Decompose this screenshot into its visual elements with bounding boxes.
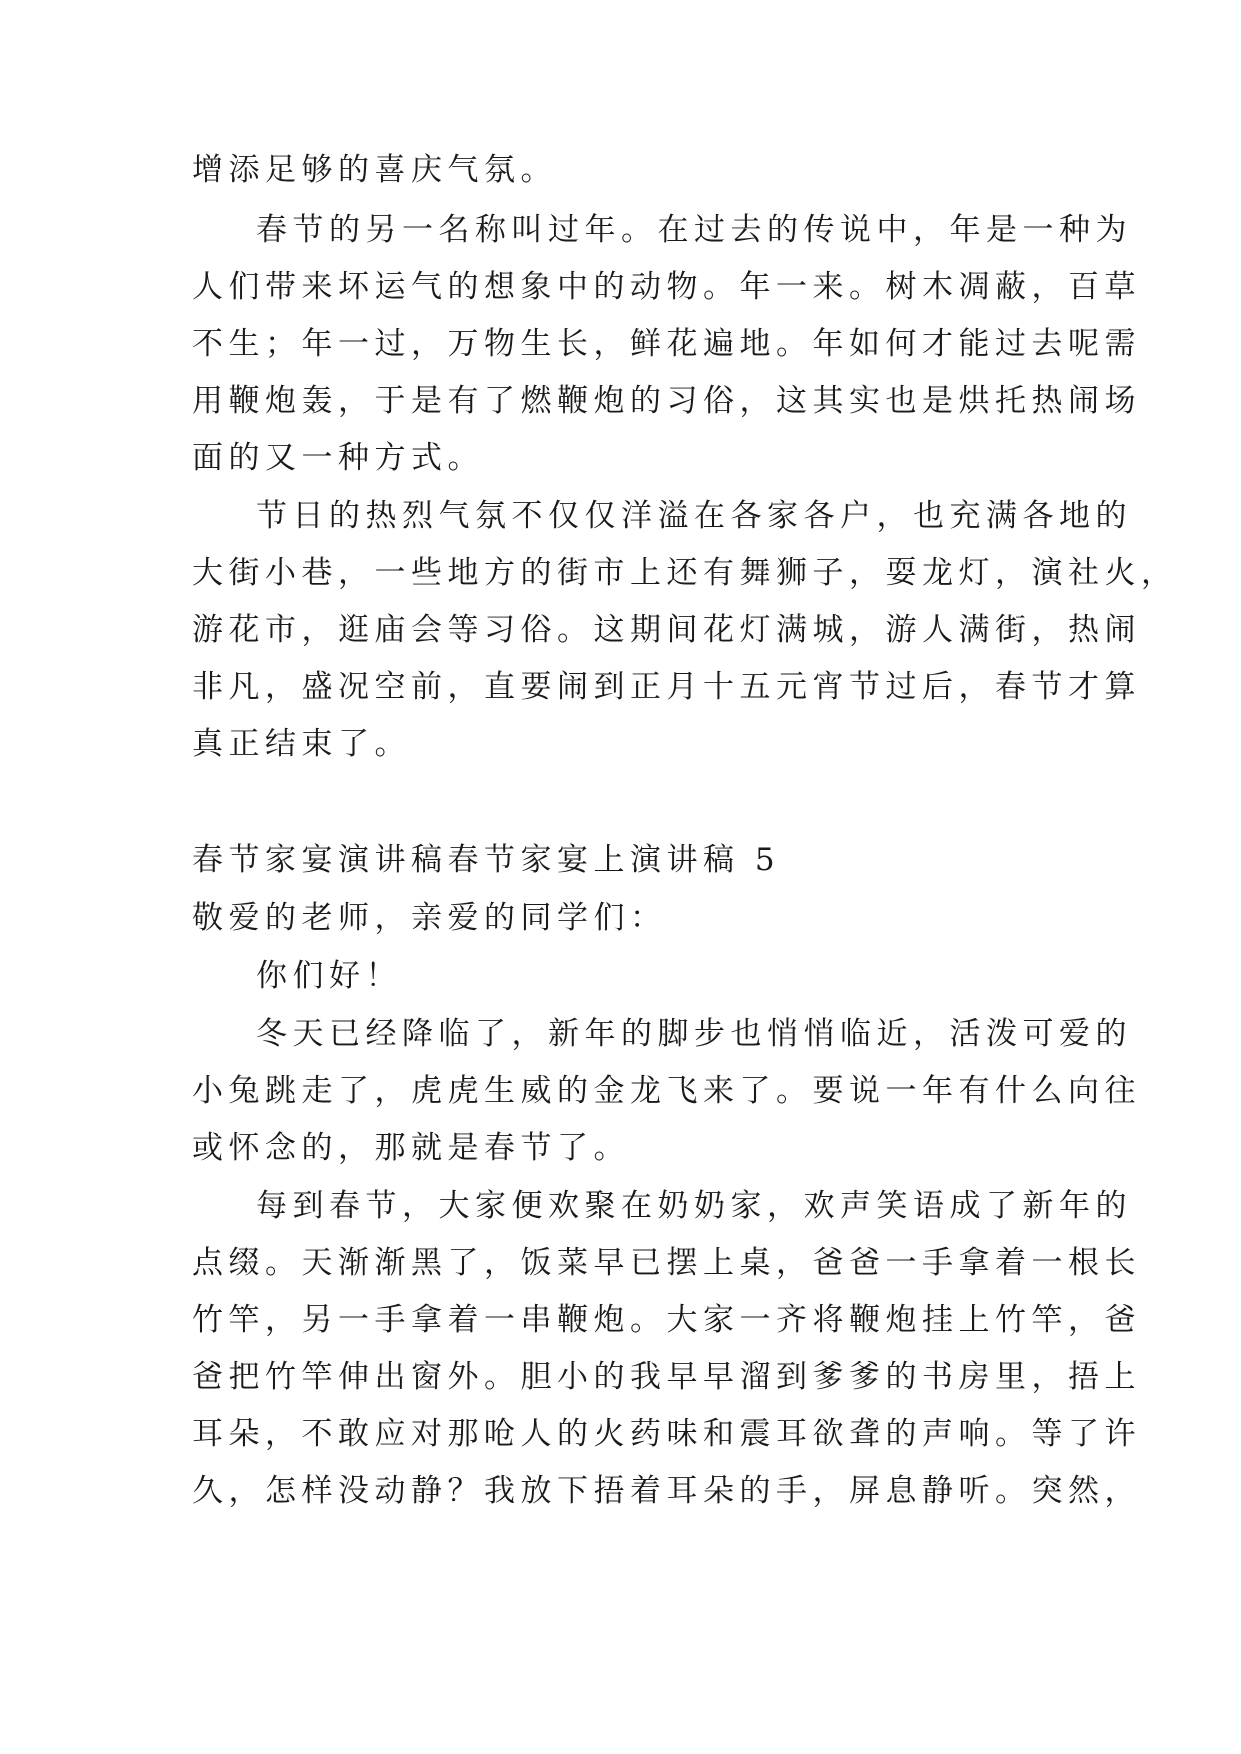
text-line: 不生；年一过，万物生长，鲜花遍地。年如何才能过去呢需 [192,326,1141,362]
text-line: 用鞭炮轰，于是有了燃鞭炮的习俗，这其实也是烘托热闹场 [192,383,1141,419]
greeting: 你们好！ [256,958,402,994]
text-line: 游花市，逛庙会等习俗。这期间花灯满城，游人满街，热闹 [192,612,1141,648]
text-line: 大街小巷，一些地方的街市上还有舞狮子，耍龙灯，演社火， [192,555,1178,591]
paragraph-start: 每到春节，大家便欢聚在奶奶家，欢声笑语成了新年的 [256,1188,1132,1224]
text-line: 耳朵，不敢应对那呛人的火药味和震耳欲聋的声响。等了许 [192,1416,1141,1452]
text-line: 或怀念的，那就是春节了。 [192,1130,630,1166]
text-line: 人们带来坏运气的想象中的动物。年一来。树木凋蔽，百草 [192,269,1141,305]
text-line: 久，怎样没动静？我放下捂着耳朵的手，屏息静听。突然， [192,1473,1141,1509]
text-line: 增添足够的喜庆气氛。 [192,152,557,188]
text-line: 竹竿，另一手拿着一串鞭炮。大家一齐将鞭炮挂上竹竿，爸 [192,1302,1141,1338]
section-heading: 春节家宴演讲稿春节家宴上演讲稿 5 [192,842,781,878]
text-line: 小兔跳走了，虎虎生威的金龙飞来了。要说一年有什么向往 [192,1073,1141,1109]
text-line: 真正结束了。 [192,726,411,762]
text-line: 爸把竹竿伸出窗外。胆小的我早早溜到爹爹的书房里，捂上 [192,1359,1141,1395]
paragraph-start: 节日的热烈气氛不仅仅洋溢在各家各户，也充满各地的 [256,498,1132,534]
salutation: 敬爱的老师，亲爱的同学们： [192,900,667,936]
text-line: 非凡，盛况空前，直要闹到正月十五元宵节过后，春节才算 [192,669,1141,705]
paragraph-start: 冬天已经降临了，新年的脚步也悄悄临近，活泼可爱的 [256,1016,1132,1052]
paragraph-start: 春节的另一名称叫过年。在过去的传说中，年是一种为 [256,212,1132,248]
text-line: 面的又一种方式。 [192,440,484,476]
text-line: 点缀。天渐渐黑了，饭菜早已摆上桌，爸爸一手拿着一根长 [192,1245,1141,1281]
